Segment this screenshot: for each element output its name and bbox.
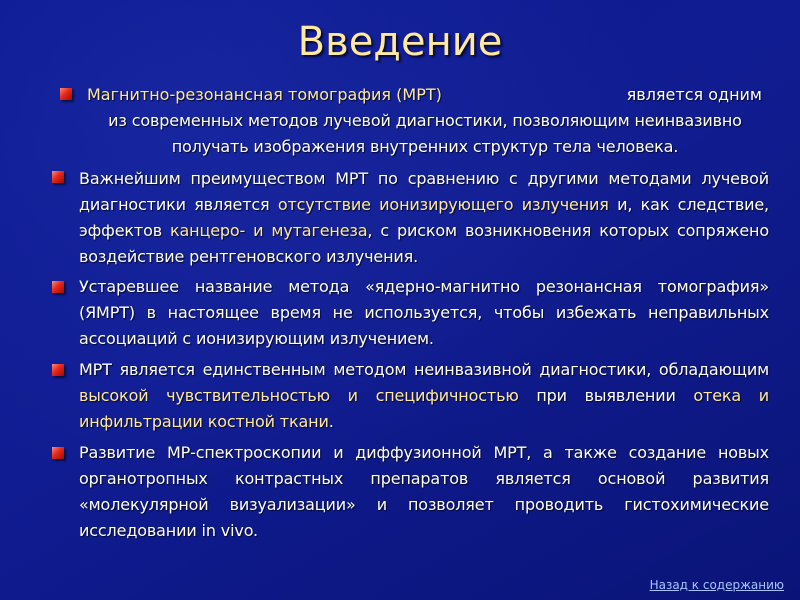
bullet-4-highlight-2: отека и инфильтрации костной ткани — [79, 386, 769, 431]
bullet-2-part-3: , с риском возникновения которых сопряжено воздействие рентгеновского излучения. — [79, 221, 769, 266]
square-bullet-icon — [60, 88, 72, 100]
square-bullet-icon — [52, 364, 64, 376]
bullet-4-part-3: . — [328, 412, 334, 431]
square-bullet-icon — [52, 171, 64, 183]
slide-title: Введение — [297, 19, 503, 65]
bullet-4-text — [79, 357, 769, 435]
bullet-2-part-1: Важнейшим преимуществом МРТ по сравнению с другими методами лучевой диагностики является — [79, 169, 769, 214]
bullet-1-first-line — [87, 82, 762, 108]
bullet-item-5 — [0, 438, 800, 544]
bullet-4-highlight-1: высокой чувствительностью и специфичностью — [79, 386, 519, 405]
bullet-4-part-1: МРТ является единственным методом неинвазивной диагностики, обладающим — [79, 360, 769, 379]
square-bullet-icon — [52, 281, 64, 293]
bullet-5-text: Развитие МР-спектроскопии и диффузионной МРТ, а также создание новых органотропных контрастных препаратов является основой развития «молекулярной визуализации» и позволяет проводить гистохимические исследовании in vivo. — [79, 443, 769, 540]
bullet-4-part-2: при выявлении — [518, 386, 694, 405]
back-to-contents-link[interactable]: Назад к содержанию — [649, 578, 784, 592]
bullet-2-part-2: и, как следствие, эффектов — [79, 195, 769, 240]
bullet-2-highlight-2: канцеро- и мутагенеза — [169, 221, 368, 240]
bullet-item-1 — [0, 82, 800, 162]
bullet-1-text: из современных методов лучевой диагностики, позволяющим неинвазивно получать изображения внутренних структур тела человека. — [108, 111, 742, 156]
bullet-2-highlight-1: отсутствие ионизирующего излучения — [277, 195, 609, 214]
bullet-item-2 — [0, 164, 800, 274]
bullet-item-4 — [0, 355, 800, 435]
bullet-2-text — [79, 166, 769, 270]
square-bullet-icon — [52, 447, 64, 459]
mrt-term: Магнитно-резонансная томография (МРТ) — [87, 85, 442, 104]
bullet-1-line1-tail: является одним — [626, 85, 762, 104]
bullet-item-3 — [0, 272, 800, 352]
bullet-3-text: Устаревшее название метода «ядерно-магнитно резонансная томография» (ЯМРТ) в настоящее время не используется, чтобы избежать неправильных ассоциаций с ионизирующим излучением. — [79, 277, 769, 348]
